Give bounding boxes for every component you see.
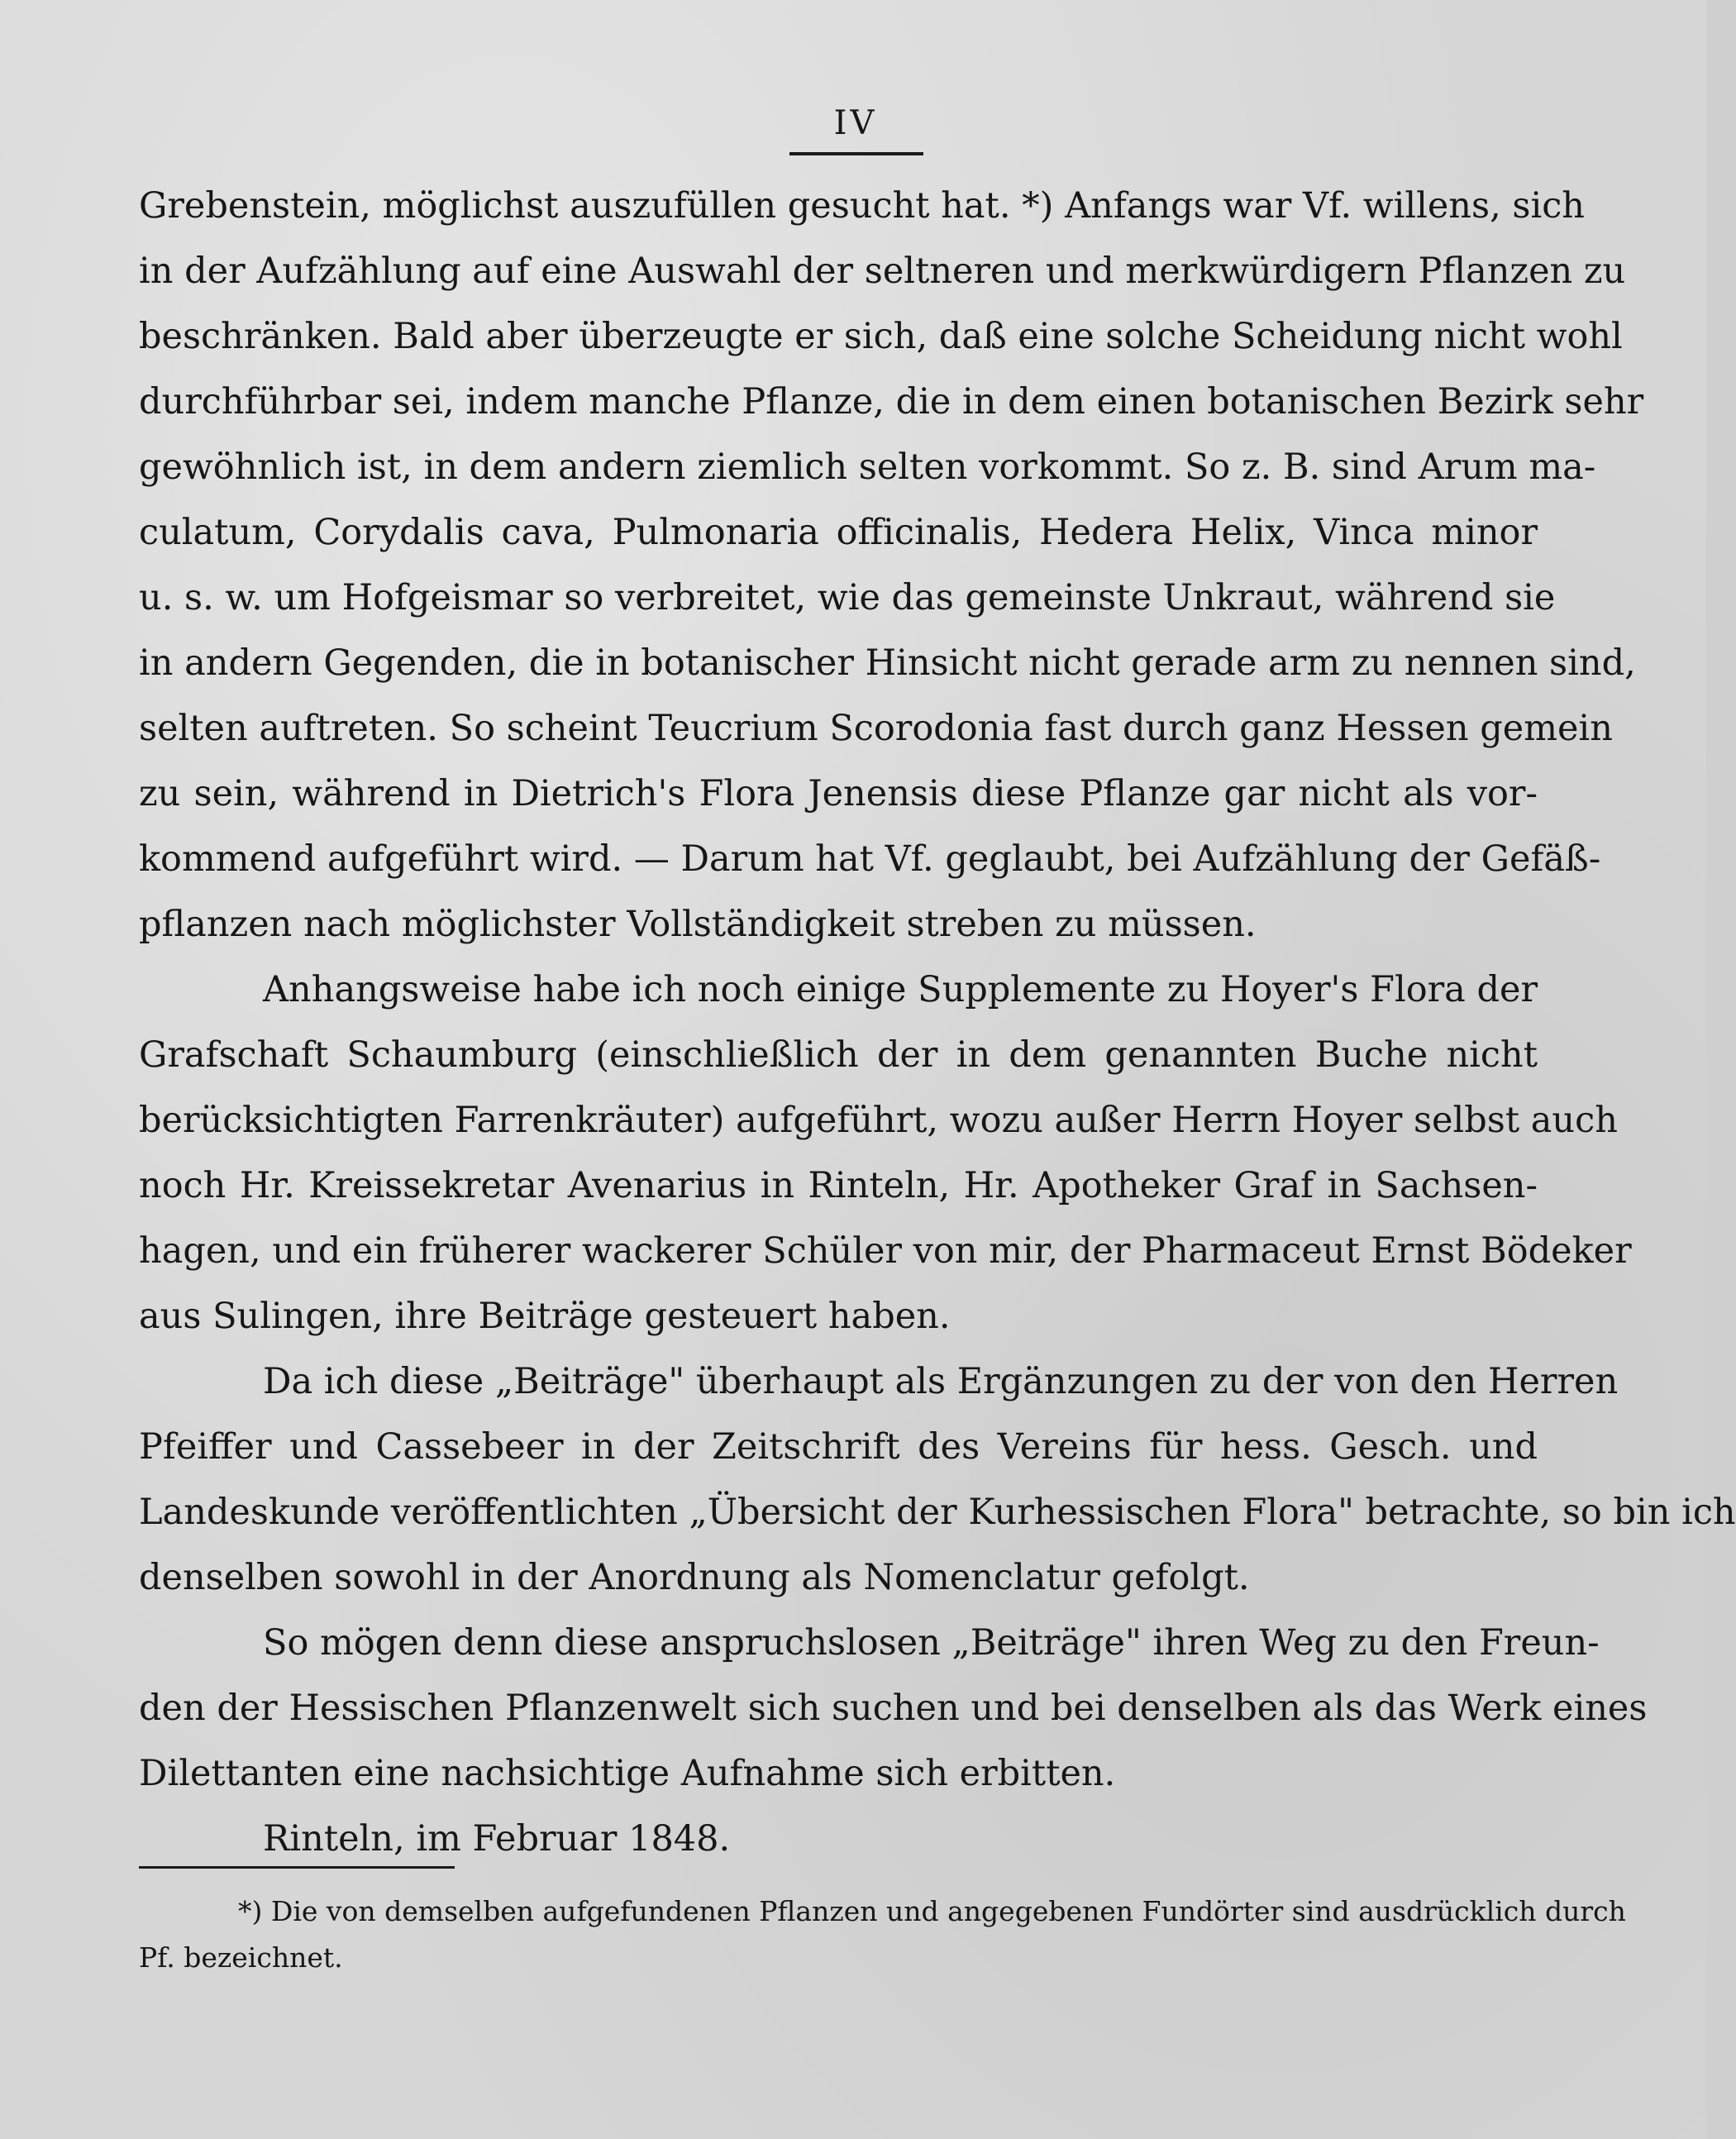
footnote-rule <box>139 1866 455 1869</box>
text-line: culatum, Corydalis cava, Pulmonaria officinalis, Hedera Helix, Vinca minor <box>139 512 1538 553</box>
text-line: Grafschaft Schaumburg (einschließlich der in dem genannten Buche nicht <box>139 1034 1538 1076</box>
text-line: Landeskunde veröffentlichten „Übersicht der Kurhessischen Flora" betrachte, so bin ich <box>139 1492 1736 1533</box>
text-line: durchführbar sei, indem manche Pflanze, die in dem einen botanischen Bezirk sehr <box>139 381 1644 423</box>
footnote-line: Pf. bezeichnet. <box>139 1941 343 1974</box>
text-line: zu sein, während in Dietrich's Flora Jenensis diese Pflanze gar nicht als vor- <box>139 773 1538 814</box>
page-number: IV <box>833 104 878 142</box>
text-line: selten auftreten. So scheint Teucrium Scorodonia fast durch ganz Hessen gemein <box>139 708 1613 749</box>
text-line: Anhangsweise habe ich noch einige Supplemente zu Hoyer's Flora der <box>263 969 1538 1010</box>
text-line: Grebenstein, möglichst auszufüllen gesucht hat. *) Anfangs war Vf. willens, sich <box>139 185 1585 227</box>
text-line: Da ich diese „Beiträge" überhaupt als Ergänzungen zu der von den Herren <box>263 1361 1619 1402</box>
text-line: So mögen denn diese anspruchslosen „Beiträge" ihren Weg zu den Freun- <box>263 1622 1600 1664</box>
text-line: pflanzen nach möglichster Vollständigkeit streben zu müssen. <box>139 904 1257 945</box>
text-line: kommend aufgeführt wird. — Darum hat Vf. geglaubt, bei Aufzählung der Gefäß- <box>139 838 1601 880</box>
text-line: gewöhnlich ist, in dem andern ziemlich selten vorkommt. So z. B. sind Arum ma- <box>139 446 1596 488</box>
footnote <box>139 1888 1626 1981</box>
text-line: hagen, und ein früherer wackerer Schüler von mir, der Pharmaceut Ernst Bödeker <box>139 1230 1632 1272</box>
text-line: denselben sowohl in der Anordnung als Nomenclatur gefolgt. <box>139 1557 1250 1598</box>
body-text <box>139 174 1736 1872</box>
text-line: in andern Gegenden, die in botanischer Hinsicht nicht gerade arm zu nennen sind, <box>139 642 1636 684</box>
text-line: berücksichtigten Farrenkräuter) aufgeführt, wozu außer Herrn Hoyer selbst auch <box>139 1100 1618 1141</box>
text-line: beschränken. Bald aber überzeugte er sich, daß eine solche Scheidung nicht wohl <box>139 316 1623 357</box>
text-line: in der Aufzählung auf eine Auswahl der seltneren und merkwürdigern Pflanzen zu <box>139 251 1626 292</box>
signature-line: Rinteln, im Februar 1848. <box>263 1818 731 1860</box>
text-line: aus Sulingen, ihre Beiträge gesteuert haben. <box>139 1296 951 1337</box>
text-line: noch Hr. Kreissekretar Avenarius in Rinteln, Hr. Apotheker Graf in Sachsen- <box>139 1165 1538 1206</box>
header-rule <box>789 152 923 155</box>
footnote-line: *) Die von demselben aufgefundenen Pflanzen und angegebenen Fundörter sind ausdrücklich durch <box>238 1895 1626 1927</box>
text-line: Dilettanten eine nachsichtige Aufnahme sich erbitten. <box>139 1753 1116 1794</box>
text-line: Pfeiffer und Cassebeer in der Zeitschrift des Vereins für hess. Gesch. und <box>139 1426 1538 1468</box>
text-line: u. s. w. um Hofgeismar so verbreitet, wie das gemeinste Unkraut, während sie <box>139 577 1556 618</box>
text-line: den der Hessischen Pflanzenwelt sich suchen und bei denselben als das Werk eines <box>139 1688 1648 1729</box>
